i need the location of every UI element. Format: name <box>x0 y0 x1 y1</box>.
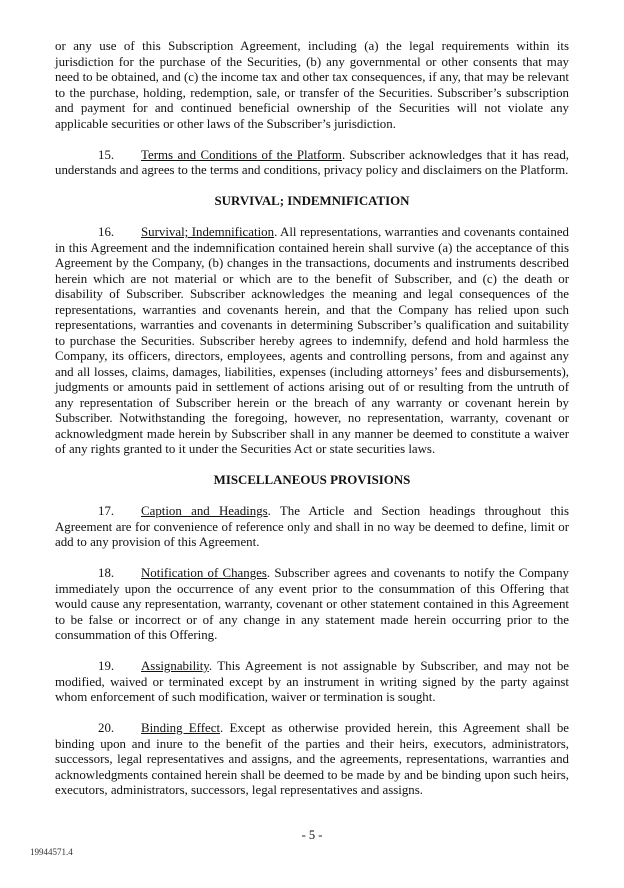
paragraph-text: . Subscriber acknowledges that it has read, understands and agrees to the terms and conditions, privacy policy and disclaimers on the Platform. <box>55 147 569 177</box>
page-number: - 5 - <box>301 828 323 842</box>
paragraph-number: 18. <box>98 566 115 580</box>
paragraph-title: Caption and Headings <box>141 504 268 518</box>
paragraph-title: Assignability <box>141 659 209 673</box>
paragraph-title: Terms and Conditions of the Platform <box>141 147 342 162</box>
sections <box>55 148 569 799</box>
paragraph-title: Survival; Indemnification <box>141 225 275 239</box>
paragraph-title: Notification of Changes <box>141 566 267 580</box>
section-heading: SURVIVAL; INDEMNIFICATION <box>214 194 410 208</box>
numbered-paragraph <box>55 659 569 706</box>
paragraph-number: 17. <box>98 504 115 518</box>
paragraph-text: . All representations, warranties and covenants contained in this Agreement and the indemnification contained herein shall survive (a) the acceptance of this Agreement by the Company, (b) changes in the transactions, documents and instruments described herein which are not material or which are to the benefit of Subscriber, and (c) the death or disability of Subscriber. Subscriber acknowledges the meaning and legal consequences of the representations, warranties and covenants herein, and that the Company has relied upon such representations, warranties and covenants in determining Subscriber’s qualification and suitability to purchase the Securities. Subscriber hereby agrees to indemnify, defend and hold harmless the Company, its officers, directors, employees, agents and controlling persons, from and against any and all losses, claims, damages, liabilities, expenses (including attorneys’ fees and disbursements), judgments or amounts paid in settlement of actions arising out of or resulting from the untruth of any representation of Subscriber herein or the breach of any warranty or covenant herein by Subscriber. Notwithstanding the foregoing, however, no representation, warranty, covenant or acknowledgment made herein by Subscriber shall in any manner be deemed to constitute a waiver of any rights granted to it under the Securities Act or state securities laws. <box>55 225 569 456</box>
document-id: 19944571.4 <box>30 847 73 857</box>
numbered-paragraph <box>55 225 569 458</box>
document-body <box>55 39 569 814</box>
numbered-paragraph <box>55 566 569 644</box>
paragraph-text: . The Article and Section headings throughout this Agreement are for convenience of reference only and shall in no way be deemed to define, limit or add to any provision of this Agreement. <box>55 504 570 549</box>
paragraph-number: 16. <box>98 225 115 239</box>
paragraph-text: . Subscriber agrees and covenants to notify the Company immediately upon the occurrence of any event prior to the consummation of this Offering that would cause any representation, warranty, covenant or other statement contained in this Agreement to be false or incorrect or of any change in any statement made herein occurring prior to the consummation of this Offering. <box>55 566 570 642</box>
section-heading: MISCELLANEOUS PROVISIONS <box>213 473 411 487</box>
numbered-paragraph <box>55 148 569 179</box>
paragraph-number: 15. <box>98 147 115 162</box>
paragraph-title: Binding Effect <box>141 721 221 735</box>
paragraph-number: 20. <box>98 721 115 735</box>
paragraph-text: . Except as otherwise provided herein, this Agreement shall be binding upon and inure to the benefit of the parties and their heirs, executors, administrators, successors, legal representatives and assigns, and the agreements, representations, warranties and acknowledgments contained herein shall be deemed to be made by and be binding upon such heirs, executors, administrators, successors, legal representatives and assigns. <box>55 721 570 797</box>
paragraph-text: . This Agreement is not assignable by Subscriber, and may not be modified, waived or terminated except by an instrument in writing signed by the party against whom enforcement of such modification, waiver or termination is sought. <box>55 659 569 704</box>
paragraph-number: 19. <box>98 659 115 673</box>
continuation-paragraph: or any use of this Subscription Agreement, including (a) the legal requirements within its jurisdiction for the purchase of the Securities, (b) any governmental or other consents that may need to be obtained, and (c) the income tax and other tax consequences, if any, that may be relevant to the purchase, holding, redemption, sale, or transfer of the Securities. Subscriber’s subscription and payment for and continued beneficial ownership of the Securities will not violate any applicable securities or other laws of the Subscriber’s jurisdiction. <box>55 39 569 131</box>
numbered-paragraph <box>55 504 569 551</box>
numbered-paragraph <box>55 721 569 799</box>
page-footer <box>0 814 624 888</box>
